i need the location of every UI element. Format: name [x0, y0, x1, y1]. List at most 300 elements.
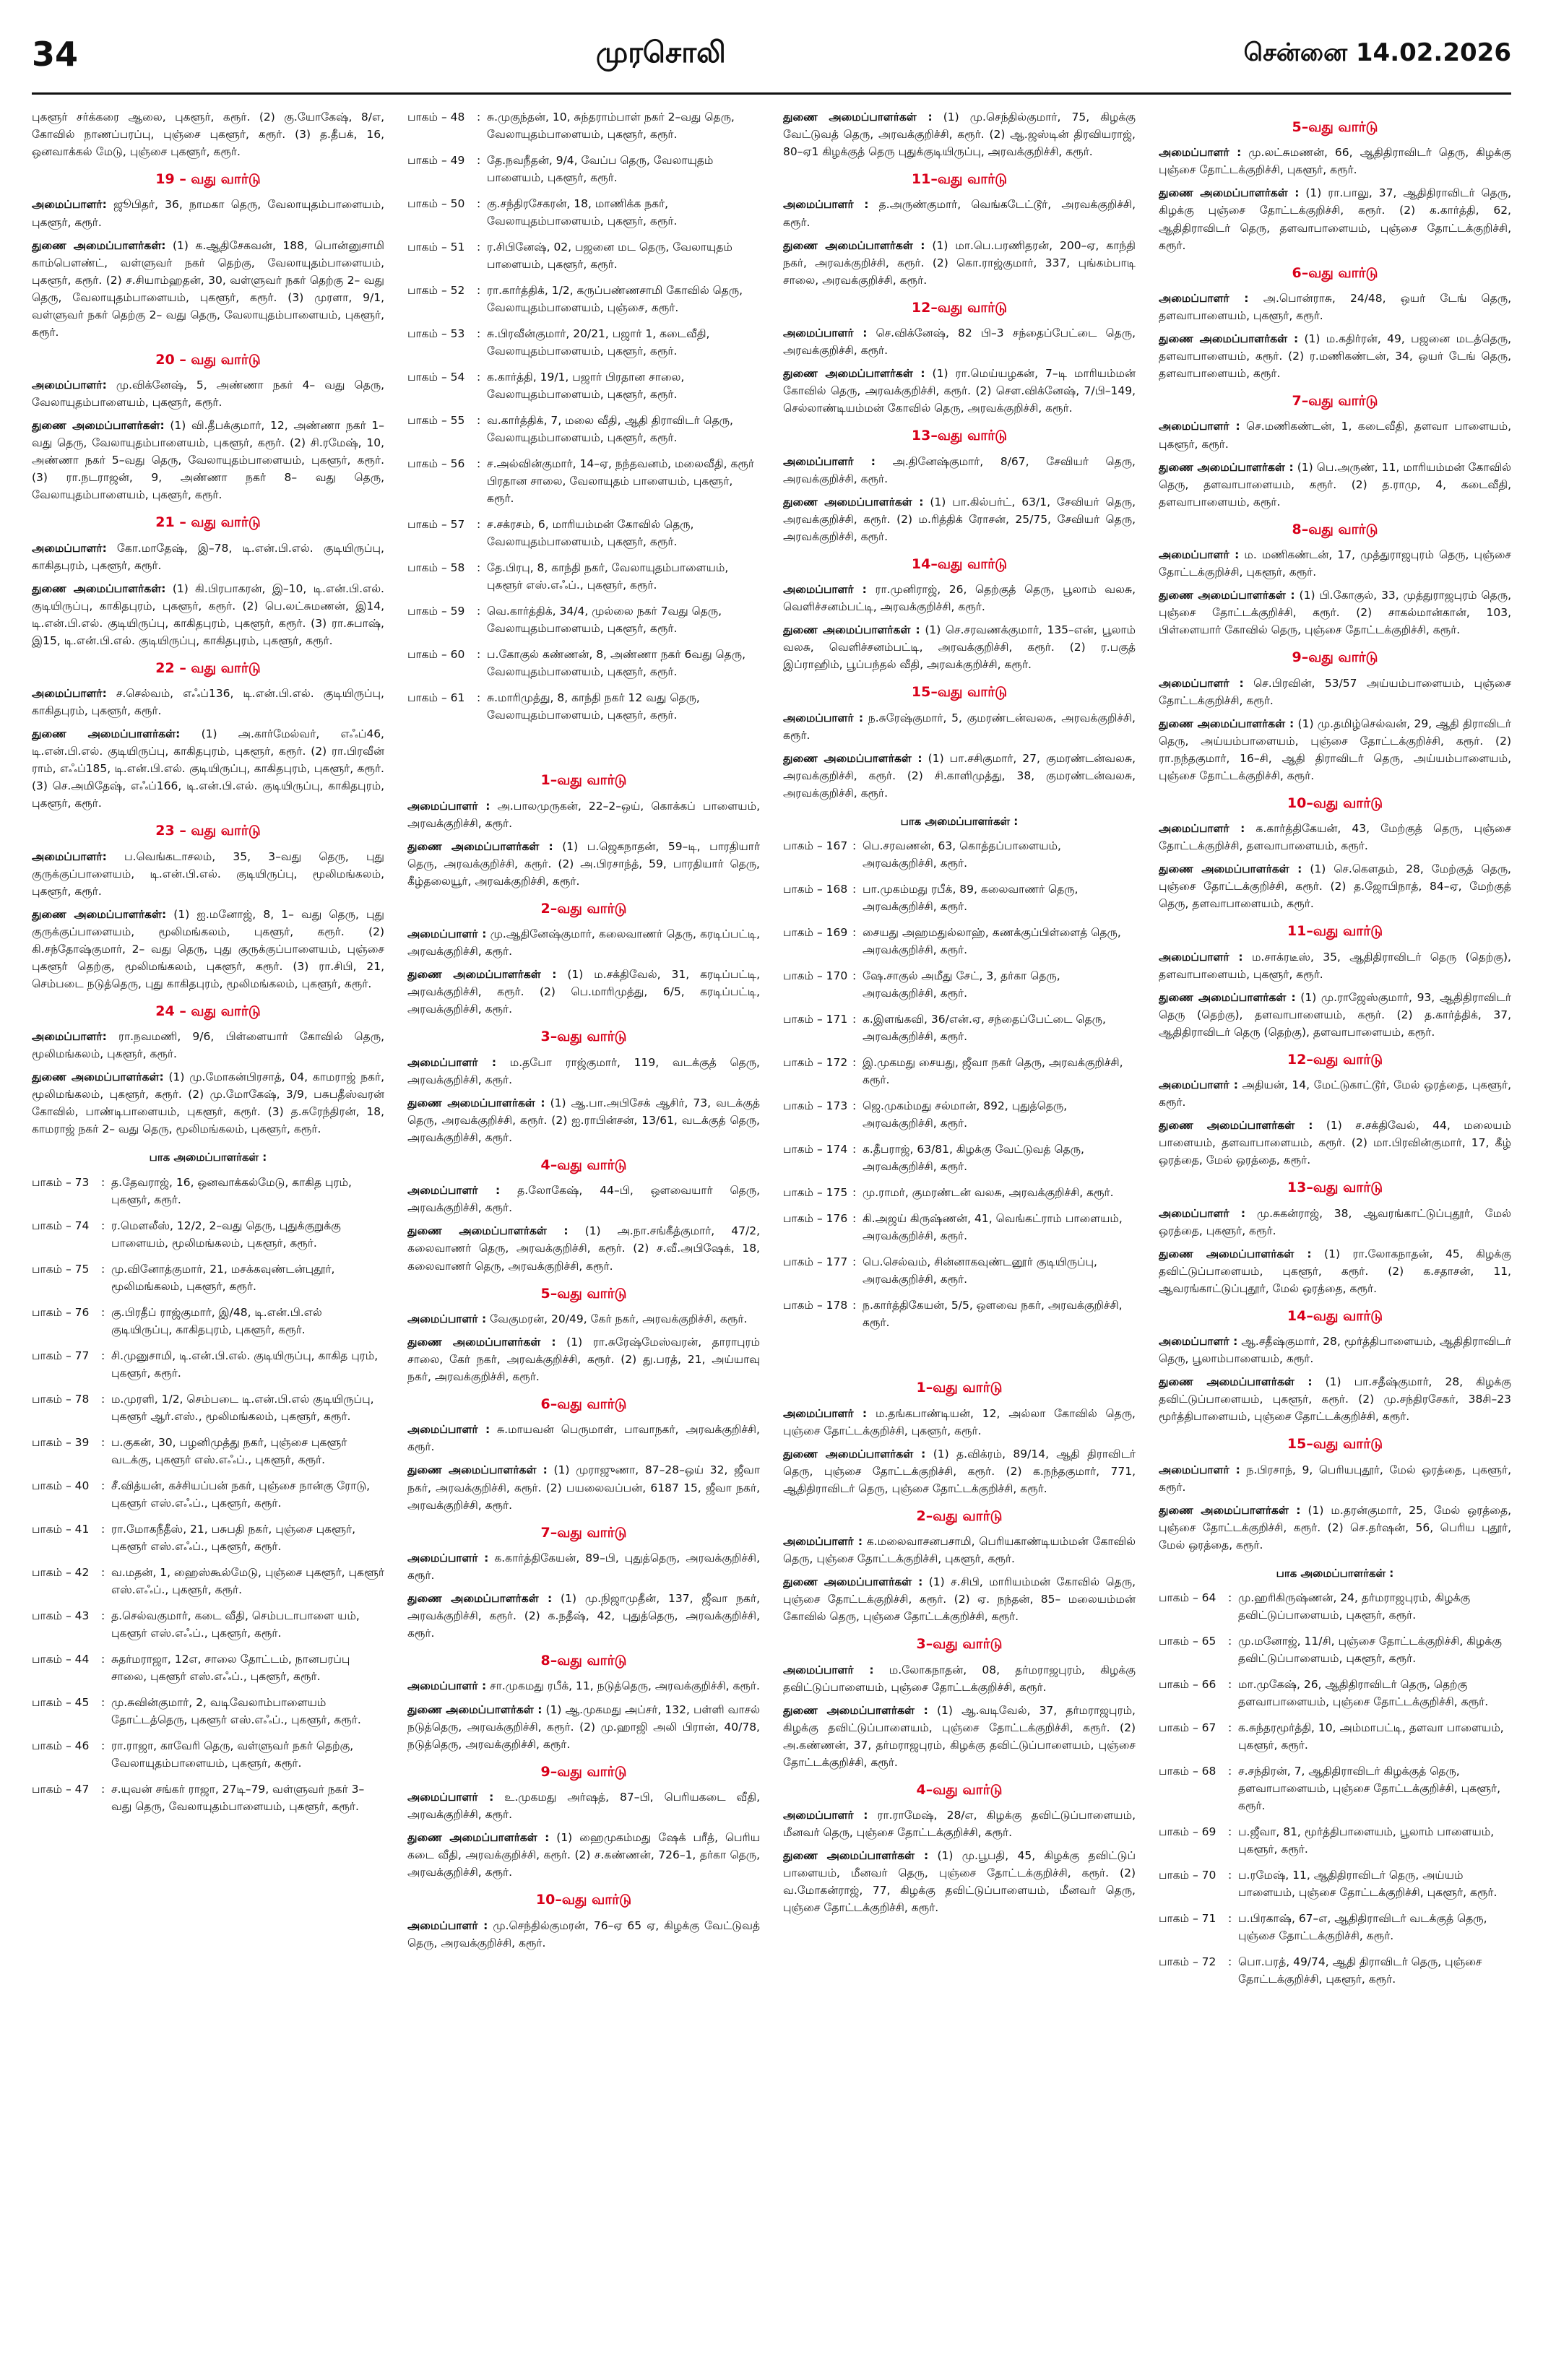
- role-label: அமைப்பாளர் :: [783, 454, 876, 468]
- dateline: சென்னை 14.02.2026: [1243, 38, 1511, 67]
- booth-entry: [1159, 1632, 1511, 1667]
- role-label: துணை அமைப்பாளர்கள்:: [32, 238, 166, 252]
- booth-number: பாகம் – 170: [783, 969, 848, 982]
- booth-separator: :: [101, 1565, 105, 1579]
- booth-organiser-details: க.இளங்கவி, 36/என்.ஏ, சந்தைப்பேட்டை தெரு, அரவக்குறிச்சி, கரூர்.: [863, 1013, 1106, 1044]
- organiser-details: ந.சுரேஷ்குமார், 5, குமரண்டன்வலசு, அரவக்குறிச்சி, கரூர்.: [783, 711, 1136, 742]
- role-label: அமைப்பாளர்:: [32, 849, 107, 863]
- booth-number: பாகம் – 42: [32, 1565, 90, 1579]
- booth-organiser-details: த.செல்வகுமார், கடை வீதி, செம்படாபாளை யம், புகளூர் எஸ்.எஃப்., புகளூர், கரூர்.: [111, 1609, 360, 1640]
- ward-heading: 23 – வது வார்டு: [155, 823, 261, 839]
- booth-separator: :: [852, 1099, 857, 1113]
- organiser-details: ஜூபிதர், 36, நாமகா தெரு, வேலாயுதம்பாளையம், புகளூர், கரூர்.: [32, 198, 384, 229]
- organiser-paragraph: [1159, 1205, 1511, 1239]
- booth-number: பாகம் – 49: [407, 154, 465, 168]
- booth-organiser-details: பா.முகம்மது ரபீக், 89, கலைவாணர் தெரு, அரவக்குறிச்சி, கரூர்.: [863, 882, 1079, 913]
- booth-number: பாகம் – 43: [32, 1609, 90, 1622]
- booth-separator: :: [1228, 1634, 1232, 1648]
- organiser-details: (1) ஹைமுகம்மது ஷேக் பரீத், பெரிய கடை வீதி, அரவக்குறிச்சி, கரூர். (2) ச.கண்ணன், 726–1, தர்கா தெரு, அரவக்குறிச்சி, கரூர்.: [407, 1831, 760, 1879]
- role-label: அமைப்பாளர் :: [407, 1184, 501, 1198]
- role-label: துணை அமைப்பாளர்கள் :: [783, 623, 920, 637]
- role-label: துணை அமைப்பாளர்கள்:: [32, 727, 181, 741]
- organiser-paragraph: [783, 453, 1136, 488]
- role-label: அமைப்பாளர் :: [1159, 146, 1242, 160]
- ward-heading: 11–வது வார்டு: [911, 171, 1008, 188]
- booth-number: பாகம் – 77: [32, 1349, 90, 1362]
- ward-heading: 22 – வது வார்டு: [155, 659, 261, 676]
- organiser-details: செ.விக்னேஷ், 82 பி–3 சந்தைப்பேட்டை தெரு, அரவக்குறிச்சி, கரூர்.: [783, 326, 1136, 358]
- role-label: அமைப்பாளர் :: [1159, 1335, 1238, 1349]
- organiser-details: வேகுமரன், 20/49, கேர் நகர், அரவக்குறிச்சி, கரூர்.: [486, 1312, 748, 1325]
- organiser-details: (1) அ.நா.சங்கீத்குமார், 47/2, கலைவாணர் தெரு, அரவக்குறிச்சி, கரூர். (2) ச.வீ.அபிஷேக், 18, கலைவாணர் தெரு, அரவக்குறிச்சி, கரூர்.: [407, 1224, 760, 1273]
- organiser-paragraph: [783, 1702, 1136, 1771]
- role-label: துணை அமைப்பாளர்கள் :: [1159, 1119, 1313, 1133]
- role-label: அமைப்பாளர் :: [783, 326, 868, 339]
- booth-separator: :: [852, 1143, 857, 1156]
- booth-entry: [407, 559, 760, 594]
- organiser-details: அதியன், 14, மேட்டுகாட்டூர், மேல் ஒரத்தை, புகளூர், கரூர்.: [1159, 1078, 1511, 1109]
- role-label: துணை அமைப்பாளர்கள் :: [783, 1849, 929, 1863]
- role-label: துணை அமைப்பாளர்கள் :: [783, 495, 924, 509]
- organiser-details: (1) ப.ஜெகநாதன், 59–டி, பாரதியார் தெரு, அரவக்குறிச்சி, கரூர். (2) அ.பிரசாந்த், 59, பாரதியார் தெரு, கீழ்தலையூர், அரவக்குறிச்சி, கரூர்.: [407, 839, 760, 888]
- booth-entry: [1159, 1762, 1511, 1814]
- booth-entry: [32, 1434, 384, 1468]
- booth-entry: [407, 152, 760, 186]
- booth-number: பாகம் – 74: [32, 1219, 90, 1232]
- booth-organiser-details: ஜெ.முகம்மது சல்மான், 892, புதுத்தெரு, அரவக்குறிச்சி, கரூர்.: [863, 1099, 1068, 1130]
- column-4: [1159, 108, 1511, 2337]
- organiser-details: ந.பிரசாந், 9, பெரியபுதூர், மேல் ஒரத்தை, புகளூர், கரூர்.: [1159, 1463, 1511, 1494]
- organiser-paragraph: [407, 1829, 760, 1881]
- organiser-paragraph: [1159, 459, 1511, 511]
- booth-entry: [783, 1184, 1136, 1201]
- organiser-paragraph: [32, 376, 384, 411]
- booth-number: பாகம் – 172: [783, 1056, 848, 1070]
- organiser-paragraph: [1159, 144, 1511, 178]
- organiser-paragraph: [407, 925, 760, 960]
- booth-number: பாகம் – 52: [407, 284, 465, 298]
- role-label: துணை அமைப்பாளர்கள் :: [783, 1447, 926, 1461]
- booth-organiser-details: ரா.ராஜா, காவேரி தெரு, வள்ளுவர் நகர் தெற்கு, வேலாயுதம்பாளையம், புகளூர், கரூர்.: [111, 1739, 354, 1770]
- ward-heading: 12–வது வார்டு: [1287, 1051, 1383, 1068]
- booth-entry: [783, 880, 1136, 915]
- booth-number: பாகம் – 56: [407, 457, 465, 471]
- booth-separator: :: [852, 882, 857, 896]
- organiser-paragraph: [783, 1405, 1136, 1440]
- organiser-details: (1) பா.சசிகுமார், 27, குமரண்டன்வலசு, அரவக்குறிச்சி, கரூர். (2) சி.காளிமுத்து, 38, குமரண்டன்வலசு, அரவக்குறிச்சி, கரூர்.: [783, 751, 1136, 800]
- booth-entry: [407, 368, 760, 403]
- booth-entry: [407, 455, 760, 507]
- booth-organiser-details: மு.ஹரிகிருஷ்ணன், 24, தர்மராஜபுரம், கிழக்கு தவிட்டுப்பாளையம், புகளூர், கரூர்.: [1238, 1591, 1471, 1622]
- booth-number: பாகம் – 78: [32, 1392, 90, 1406]
- role-label: அமைப்பாளர்:: [32, 687, 107, 701]
- booth-separator: :: [101, 1652, 105, 1666]
- role-label: அமைப்பாளர் :: [1159, 291, 1249, 305]
- organiser-details: (1) மு.மோகன்பிரசாத், 04, காமராஜ் நகர், மூலிமங்கலம், புகளூர், கரூர். (2) மு.மோகேஷ், 3/9, பசுபதீஸ்வரன் கோவில், பாண்டிபாளையம், புகளூர், கரூர். (3) த.சுரேந்திரன், 18, காமராஜ் நகர் 2– வது தெரு, மூலிமங்கலம், புகளூர், கரூர்.: [32, 1070, 384, 1136]
- organiser-paragraph: [32, 417, 384, 503]
- ward-heading: 20 – வது வார்டு: [155, 351, 261, 368]
- organiser-details: க.கார்த்திகேயன், 89–பி, புதுத்தெரு, அரவக்குறிச்சி, கரூர்.: [407, 1551, 760, 1582]
- organiser-paragraph: [407, 1701, 760, 1753]
- booth-entry: [783, 1141, 1136, 1175]
- role-label: அமைப்பாளர் :: [783, 1809, 868, 1822]
- booth-organiser-details: ஷே.சாகுல் அமீது சேட், 3, தர்கா தெரு, அரவக்குறிச்சி, கரூர்.: [863, 969, 1060, 1000]
- organiser-details: (1) ரா.மெய்யழகன், 7–டி மாரியம்மன் கோவில் தெரு, அரவக்குறிச்சி, கரூர். (2) சௌ.விக்னேஷ், 7/பி–149, செல்லாண்டியம்மன் கோவில் தெரு, அரவக்குறிச்சி, கரூர்.: [783, 367, 1136, 415]
- role-label: துணை அமைப்பாளர்கள் :: [1159, 332, 1299, 345]
- organiser-paragraph: [32, 540, 384, 574]
- booth-separator: :: [101, 1392, 105, 1406]
- booth-number: பாகம் – 178: [783, 1299, 848, 1312]
- booth-organisers-heading: பாக அமைப்பாளர்கள் :: [149, 1151, 267, 1164]
- organiser-details: (1) ச.சக்திவேல், 44, மலையம் பாளையம், தளவாபாளையம், கரூர். (2) மா.பிரவின்குமார், 17, கீழ் ஒரத்தை, மேல் ஒரத்தை, கரூர்.: [1159, 1119, 1511, 1167]
- booth-number: பாகம் – 39: [32, 1435, 90, 1449]
- role-label: அமைப்பாளர் :: [407, 1679, 487, 1693]
- booth-entry: [1159, 1866, 1511, 1901]
- booth-separator: :: [477, 327, 481, 341]
- booth-separator: :: [477, 414, 481, 428]
- booth-entry: [32, 1650, 384, 1685]
- ward-heading: 13–வது வார்டு: [1287, 1180, 1383, 1196]
- organiser-details: (1) கி.பிரபாகரன், இ–10, டி.என்.பி.எல். குடியிருப்பு, காகிதபுரம், புகளூர், கரூர். (2) பெ.லட்சுமணன், இ14, டி.என்.பி.எல். குடியிருப்பு, காகிதபுரம், புகளூர், கரூர். (3) ரா.சுபாஷ், இ15, டி.என்.பி.எல். குடியிருப்பு, காகிதபுரம், புகளூர், கரூர்.: [32, 581, 384, 647]
- organiser-paragraph: [783, 581, 1136, 615]
- organiser-details: கோ.மாதேஷ், இ–78, டி.என்.பி.எல். குடியிருப்பு, காகிதபுரம், புகளூர், கரூர்.: [32, 541, 384, 572]
- booth-number: பாகம் – 72: [1159, 1955, 1216, 1969]
- booth-separator: :: [1228, 1825, 1232, 1839]
- booth-entry: [783, 1297, 1136, 1331]
- ward-heading: 10–வது வார்டு: [535, 1892, 632, 1908]
- booth-separator: :: [101, 1175, 105, 1189]
- organiser-paragraph: [32, 685, 384, 719]
- booth-number: பாகம் – 50: [407, 197, 465, 211]
- ward-heading: 21 – வது வார்டு: [155, 514, 261, 531]
- ward-heading: 2–வது வார்டு: [540, 900, 627, 917]
- role-label: துணை அமைப்பாளர்கள் :: [1159, 460, 1294, 474]
- booth-organiser-details: சையது அஹமதுல்லாஹ், கணக்குப்பிள்ளைத் தெரு, அரவக்குறிச்சி, கரூர்.: [863, 925, 1121, 956]
- role-label: அமைப்பாளர் :: [407, 1790, 494, 1804]
- booth-entry: [32, 1780, 384, 1815]
- organiser-details: க.மலைவாசனபசாமி, பெரியகாண்டியம்மன் கோவில் தெரு, புஞ்சை தோட்டக்குறிச்சி, புகளூர், கரூர்.: [783, 1535, 1136, 1566]
- booth-entry: [407, 516, 760, 550]
- booth-separator: :: [852, 969, 857, 982]
- role-label: அமைப்பாளர் :: [1159, 950, 1243, 964]
- booth-organiser-details: ப.கோகுல் கண்ணன், 8, அண்ணா நகர் 6வது தெரு, வேலாயுதம்பாளையம், புகளூர், கரூர்.: [487, 648, 746, 679]
- booth-number: பாகம் – 71: [1159, 1912, 1216, 1926]
- ward-heading: 14–வது வார்டு: [1287, 1307, 1383, 1324]
- booth-organiser-details: சு.முகுந்தன், 10, சுந்தராம்பாள் நகர் 2–வது தெரு, வேலாயுதம்பாளையம், புகளூர், கரூர்.: [487, 111, 735, 142]
- role-label: துணை அமைப்பாளர்கள் :: [1159, 990, 1296, 1004]
- role-label: அமைப்பாளர் :: [1159, 1463, 1240, 1476]
- organiser-details: (1) செ.சரவணக்குமார், 135–என், பூலாம் வலசு, வெளிச்சனம்பட்டி, அரவக்குறிச்சி, கரூர். (2) ர.பகுத் இப்ராஹிம், பூப்பந்தல் வீதி, அரவக்குறிச்சி, கரூர்.: [783, 623, 1136, 672]
- ward-heading: 1–வது வார்டு: [540, 772, 627, 789]
- booth-separator: :: [101, 1739, 105, 1752]
- organiser-details: (1) த.விக்ரம், 89/14, ஆதி திராவிடர் தெரு, புஞ்சை தோட்டக்குறிச்சி, கரூர். (2) க.நந்தகுமார், 771, ஆதிதிராவிடர் தெரு, புஞ்சை தோட்டக்குறிச்சி, கரூர்.: [783, 1447, 1136, 1495]
- organiser-paragraph: [783, 1806, 1136, 1841]
- organiser-details: ம.தங்கபாண்டியன், 12, அல்லா கோவில் தெரு, புஞ்சை தோட்டக்குறிச்சி, புகளூர், கரூர்.: [783, 1406, 1136, 1437]
- booth-organisers-heading: பாக அமைப்பாளர்கள் :: [1276, 1566, 1394, 1580]
- organiser-details: (1) பா.கில்பர்ட், 63/1, சேவியர் தெரு, அரவக்குறிச்சி, கரூர். (2) ம.ரித்திக் ரோசன், 25/75, சேவியர் தெரு, அரவக்குறிச்சி, கரூர்.: [783, 495, 1136, 543]
- booth-organiser-details: ந.கார்த்திகேயன், 5/5, ஒளவை நகர், அரவக்குறிச்சி, கரூர்.: [863, 1299, 1123, 1330]
- organiser-paragraph: [1159, 860, 1511, 912]
- booth-separator: :: [1228, 1591, 1232, 1604]
- booth-organiser-details: கி.அஜய் கிருஷ்ணன், 41, வெங்கட்ராம் பாளையம், அரவக்குறிச்சி, கரூர்.: [863, 1212, 1123, 1243]
- booth-entry: [783, 1054, 1136, 1089]
- organiser-paragraph: [1159, 1373, 1511, 1425]
- booth-number: பாகம் – 47: [32, 1783, 90, 1796]
- ward-heading: 4–வது வார்டு: [916, 1781, 1003, 1798]
- role-label: அமைப்பாளர் :: [1159, 548, 1240, 561]
- organiser-paragraph: [407, 1222, 760, 1274]
- role-label: அமைப்பாளர் :: [783, 711, 864, 724]
- organiser-details: (1) க.ஆதிசேகவன், 188, பொன்னுசாமி காம்பௌண்ட், வள்ளுவர் நகர் தெற்கு, வேலாயுதம்பாளையம், புகளூர், கரூர். (2) ச.சியாம்ஹதன், 30, வள்ளுவர் நகர் தெற்கு 2– வது தெரு, வேலாயுதம்பாளையம், புகளூர், கரூர். (3) முரளா, 9/1, வள்ளுவர் நகர் தெற்கு 2– வது தெரு, வேலாயுதம்பாளையம், புகளூர், கரூர்.: [32, 238, 384, 339]
- organiser-paragraph: [407, 1590, 760, 1642]
- ward-heading: 9–வது வார்டு: [540, 1763, 627, 1780]
- booth-entry: [1159, 1823, 1511, 1858]
- booth-separator: :: [852, 1186, 857, 1200]
- organiser-details: (1) மு.ராஜேஸ்குமார், 93, ஆதிதிராவிடர் தெரு (தெற்கு), தளவாபாளையம், கரூர். (2) த.கார்த்திக், 37, ஆதிதிராவிடர் தெரு (தெற்கு), தளவாபாளையம், கரூர்.: [1159, 990, 1511, 1039]
- booth-entry: [783, 924, 1136, 959]
- organiser-paragraph: [1159, 715, 1511, 784]
- booth-separator: :: [852, 1056, 857, 1070]
- booth-entry: [32, 1304, 384, 1338]
- booth-organiser-details: சி.முனுசாமி, டி.என்.பி.எல். குடியிருப்பு, காகித புரம், புகளூர், கரூர்.: [111, 1349, 379, 1380]
- organiser-paragraph: [407, 838, 760, 890]
- organiser-paragraph: [407, 966, 760, 1018]
- booth-organiser-details: மு.ராமர், குமரண்டன் வலசு, அரவக்குறிச்சி, கரூர்.: [863, 1186, 1114, 1200]
- organiser-paragraph: [1159, 330, 1511, 382]
- role-label: துணை அமைப்பாளர்கள் :: [1159, 589, 1295, 602]
- role-label: அமைப்பாளர் :: [1159, 676, 1244, 690]
- organiser-paragraph: [32, 725, 384, 812]
- organiser-paragraph: [32, 196, 384, 230]
- booth-entry: [32, 1694, 384, 1728]
- role-label: அமைப்பாளர்:: [32, 378, 107, 392]
- booth-number: பாகம் – 68: [1159, 1765, 1216, 1778]
- organiser-paragraph: [1159, 546, 1511, 581]
- booth-number: பாகம் – 70: [1159, 1869, 1216, 1882]
- booth-number: பாகம் – 75: [32, 1262, 90, 1276]
- booth-number: பாகம் – 76: [32, 1305, 90, 1319]
- booth-entry: [783, 967, 1136, 1002]
- booth-number: பாகம் – 48: [407, 111, 465, 124]
- column-3: [783, 108, 1136, 2337]
- organiser-paragraph: [783, 1533, 1136, 1567]
- booth-entry: [407, 282, 760, 316]
- booth-number: பாகம் – 66: [1159, 1678, 1216, 1692]
- booth-separator: :: [477, 284, 481, 298]
- organiser-paragraph: [783, 1847, 1136, 1916]
- booth-separator: :: [101, 1522, 105, 1536]
- booth-entry: [1159, 1589, 1511, 1624]
- role-label: துணை அமைப்பாளர்கள் :: [407, 968, 557, 982]
- role-label: துணை அமைப்பாளர்கள்:: [32, 581, 166, 595]
- booth-separator: :: [1228, 1955, 1232, 1969]
- organiser-paragraph: [1159, 1245, 1511, 1297]
- organiser-paragraph: [1159, 290, 1511, 324]
- role-label: துணை அமைப்பாளர்கள் :: [783, 1703, 928, 1717]
- booth-organiser-details: கு.சந்திரசேகரன், 18, மாணிக்க நகர், வேலாயுதம்பாளையம், புகளூர், கரூர்.: [487, 197, 678, 228]
- booth-number: பாகம் – 175: [783, 1186, 848, 1200]
- ward-heading: 13–வது வார்டு: [911, 428, 1008, 444]
- booth-number: பாகம் – 54: [407, 371, 465, 384]
- booth-number: பாகம் – 51: [407, 241, 465, 254]
- organiser-paragraph: [32, 1068, 384, 1138]
- ward-heading: 4–வது வார்டு: [540, 1157, 627, 1173]
- ward-heading: 8–வது வார்டு: [1292, 521, 1378, 537]
- booth-separator: :: [477, 197, 481, 211]
- booth-organiser-details: வ.கார்த்திக், 7, மலை வீதி, ஆதி திராவிடர் தெரு, வேலாயுதம்பாளையம், புகளூர், கரூர்.: [487, 414, 733, 445]
- organiser-paragraph: [1159, 1333, 1511, 1367]
- booth-number: பாகம் – 58: [407, 561, 465, 575]
- organiser-details: ஆ.சதீஷ்குமார், 28, மூர்த்திபாளையம், ஆதிதிராவிடர் தெரு, பூலாம்பாளையம், கரூர்.: [1159, 1335, 1511, 1366]
- booth-number: பாகம் – 44: [32, 1652, 90, 1666]
- role-label: அமைப்பாளர் :: [1159, 1206, 1246, 1220]
- organiser-paragraph: [407, 1333, 760, 1385]
- booth-entry: [32, 1260, 384, 1295]
- booth-organiser-details: மு.சுவின்குமார், 2, வடிவேலாம்பாளையம் தோட்டத்தெரு, புகளூர் எஸ்.எஃப்., புகளூர், கரூர்.: [111, 1695, 361, 1726]
- role-label: துணை அமைப்பாளர்கள்:: [32, 419, 165, 433]
- organiser-details: ரா.நவமணி, 9/6, பிள்ளையார் கோவில் தெரு, மூலிமங்கலம், புகளூர், கரூர்.: [32, 1030, 384, 1061]
- booth-number: பாகம் – 176: [783, 1212, 848, 1226]
- booth-separator: :: [477, 605, 481, 618]
- booth-entry: [32, 1174, 384, 1208]
- column-2: [407, 108, 760, 2337]
- booth-entry: [1159, 1953, 1511, 1988]
- booth-entry: [1159, 1676, 1511, 1710]
- role-label: அமைப்பாளர் :: [407, 1918, 488, 1932]
- booth-entry: [32, 1217, 384, 1252]
- organiser-details: (1) ம.சக்திவேல், 31, கரடிப்பட்டி, அரவக்குறிச்சி, கரூர். (2) பெ.மாரிமுத்து, 6/5, கரடிப்பட்டி, அரவக்குறிச்சி, கரூர்.: [407, 968, 760, 1016]
- role-label: அமைப்பாளர்:: [32, 541, 107, 555]
- booth-entry: [783, 1011, 1136, 1045]
- organiser-details: மு.ஆதினேஷ்குமார், கலைவாணர் தெரு, கரடிப்பட்டி, அரவக்குறிச்சி, கரூர்.: [407, 927, 760, 959]
- role-label: அமைப்பாளர் :: [407, 1312, 487, 1325]
- role-label: அமைப்பாளர்:: [32, 1030, 107, 1044]
- booth-separator: :: [477, 561, 481, 575]
- role-label: அமைப்பாளர் :: [407, 927, 487, 941]
- booth-number: பாகம் – 59: [407, 605, 465, 618]
- booth-organiser-details: ர.மௌலீஸ், 12/2, 2–வது தெரு, புதுக்குறுக்கு பாளையம், மூலிமங்கலம், புகளூர், கரூர்.: [111, 1219, 341, 1250]
- organiser-paragraph: [783, 237, 1136, 289]
- organiser-paragraph: [1159, 1076, 1511, 1111]
- organiser-details: (1) பி.கோகுல், 33, முத்துராஜபுரம் தெரு, புஞ்சை தோட்டக்குறிச்சி, கரூர். (2) சாகல்மான்கான், 103, பிள்ளையார் கோவில் தெரு, புஞ்சை தோட்டக்குறிச்சி, கரூர்.: [1159, 589, 1511, 637]
- organiser-details: மு.சுகன்ராஜ், 38, ஆவரங்காட்டுப்புதூர், மேல் ஒரத்தை, புகளூர், கரூர்.: [1159, 1206, 1511, 1237]
- booth-organiser-details: சீ.வித்யன், கச்சியப்பன் நகர், புஞ்சை நான்கு ரோடு, புகளூர் எஸ்.எஃப்., புகளூர், கரூர்.: [111, 1479, 371, 1510]
- role-label: துணை அமைப்பாளர்கள் :: [783, 367, 925, 381]
- booth-organiser-details: ப.குகன், 30, பழனிமுத்து நகர், புஞ்சை புகளூர் வடக்கு, புகளூர் எஸ்.எஃப்., புகளூர், கரூர்.: [111, 1435, 347, 1466]
- role-label: துணை அமைப்பாளர்கள் :: [783, 238, 925, 252]
- masthead: [32, 29, 1511, 79]
- booth-organiser-details: த.தேவராஜ், 16, ஒனவாக்கல்மேடு, காகித புரம், புகளூர், கரூர்.: [111, 1175, 352, 1206]
- booth-entry: [407, 195, 760, 230]
- ward-heading: 11–வது வார்டு: [1287, 923, 1383, 940]
- organiser-details: ரா.முனிராஜ், 26, தெற்குத் தெரு, பூலாம் வலசு, வெளிச்சனம்பட்டி, அரவக்குறிச்சி, கரூர்.: [783, 583, 1136, 614]
- booth-organiser-details: பெ.சரவணன், 63, கொத்தப்பாளையம், அரவக்குறிச்சி, கரூர்.: [863, 839, 1061, 870]
- booth-entry: [32, 1347, 384, 1382]
- booth-separator: :: [101, 1262, 105, 1276]
- ward-heading: 14–வது வார்டு: [911, 555, 1008, 572]
- role-label: துணை அமைப்பாளர்கள் :: [783, 1575, 923, 1589]
- booth-organiser-details: இ.முகமது சையது, ஜீவா நகர் தெரு, அரவக்குறிச்சி, கரூர்.: [863, 1056, 1123, 1087]
- booth-organiser-details: ப.பிரகாஷ், 67–எ, ஆதிதிராவிடர் வடக்குத் தெரு, புஞ்சை தோட்டக்குறிச்சி, கரூர்.: [1238, 1912, 1487, 1943]
- ward-heading: 24 – வது வார்டு: [155, 1003, 261, 1019]
- ward-heading: 1–வது வார்டு: [916, 1380, 1003, 1396]
- booth-separator: :: [477, 111, 481, 124]
- organiser-details: (1) மு.பூபதி, 45, கிழக்கு தவிட்டுப் பாளையம், மீனவர் தெரு, புஞ்சை தோட்டக்குறிச்சி, கரூர். (2) வ.மோகன்ராஜ், 77, கிழக்கு தவிட்டுப்பாளையம், மீனவர் தெரு, புஞ்சை தோட்டக்குறிச்சி, கரூர்.: [783, 1849, 1136, 1915]
- booth-number: பாகம் – 169: [783, 925, 848, 939]
- booth-number: பாகம் – 61: [407, 691, 465, 705]
- booth-entry: [407, 689, 760, 724]
- organiser-paragraph: [407, 1310, 760, 1328]
- booth-organiser-details: பெ.செல்வம், சின்னாகவுண்டனூர் குடியிருப்பு, அரவக்குறிச்சி, கரூர்.: [863, 1255, 1097, 1286]
- role-label: துணை அமைப்பாளர்கள்:: [32, 1070, 164, 1084]
- role-label: அமைப்பாளர் :: [407, 799, 490, 813]
- organiser-details: அ.பாலமுருகன், 22–2–ஒய், கொக்கப் பாளையம், அரவக்குறிச்சி, கரூர்.: [407, 799, 760, 830]
- booth-entry: [407, 108, 760, 143]
- organiser-details: (1) ஆ.பா.அபிசேக் ஆசிர், 73, வடக்குத் தெரு, அரவக்குறிச்சி, கரூர். (2) ஐ.ராபின்சன், 13/61, வடக்குத் தெரு, அரவக்குறிச்சி, கரூர்.: [407, 1096, 760, 1144]
- booth-number: பாகம் – 60: [407, 648, 465, 662]
- organiser-paragraph: [783, 324, 1136, 359]
- organiser-details: உ.முகமது அர்ஷத், 87–பி, பெரியகடை வீதி, அரவக்குறிச்சி, கரூர்.: [407, 1790, 760, 1821]
- booth-number: பாகம் – 171: [783, 1013, 848, 1026]
- organiser-details: ப.வெங்கடாசலம், 35, 3–வது தெரு, புது குருக்குப்பாளையம், டி.என்.பி.எல். குடியிருப்பு, மூலிமங்கலம், புகளூர், கரூர்.: [32, 849, 384, 898]
- organiser-paragraph: [1159, 675, 1511, 709]
- booth-organiser-details: க.தீபராஜ், 63/81, கிழக்கு வேட்டுவத் தெரு, அரவக்குறிச்சி, கரூர்.: [863, 1143, 1084, 1174]
- page-number: 34: [32, 35, 79, 74]
- booth-entry: [32, 1737, 384, 1772]
- role-label: துணை அமைப்பாளர்கள் :: [407, 839, 553, 853]
- booth-separator: :: [477, 371, 481, 384]
- organiser-paragraph: [407, 1461, 760, 1513]
- role-label: அமைப்பாளர் :: [1159, 1078, 1238, 1092]
- booth-organisers-heading: பாக அமைப்பாளர்கள் :: [900, 814, 1019, 828]
- organiser-paragraph: [783, 108, 1136, 160]
- organiser-paragraph: [1159, 417, 1511, 452]
- booth-entry: [407, 602, 760, 637]
- organiser-paragraph: [783, 365, 1136, 417]
- organiser-details: மு.லட்சுமணன், 66, ஆதிதிராவிடர் தெரு, கிழக்கு புஞ்சை தோட்டக்குறிச்சி, புகளூர், கரூர்.: [1159, 146, 1511, 177]
- booth-organiser-details: சு.மாரிமுத்து, 8, காந்தி நகர் 12 வது தெரு, வேலாயுதம்பாளையம், புகளூர், கரூர்.: [487, 691, 700, 722]
- booth-organiser-details: தே.பிரபு, 8, காந்தி நகர், வேலாயுதம்பாளையம், புகளூர் எஸ்.எஃப்., புகளூர், கரூர்.: [487, 561, 729, 592]
- booth-number: பாகம் – 45: [32, 1695, 90, 1709]
- booth-number: பாகம் – 55: [407, 414, 465, 428]
- organiser-details: மு.செந்தில்குமரன், 76–ஏ 65 ஏ, கிழக்கு வேட்டுவத் தெரு, அரவக்குறிச்சி, கரூர்.: [407, 1918, 760, 1950]
- organiser-details: (1) மு.நிஜாமுதீன், 137, ஜீவா நகர், அரவக்குறிச்சி, கரூர். (2) க.நதீஷ், 42, புதுத்தெரு, அரவக்குறிச்சி, கரூர்.: [407, 1592, 760, 1640]
- booth-organiser-details: ப.ஜீவா, 81, மூர்த்திபாளையம், பூலாம் பாளையம், புகளூர், கரூர்.: [1238, 1825, 1495, 1856]
- organiser-details: (1) வி.தீபக்குமார், 12, அண்ணா நகர் 1–வது தெரு, வேலாயுதம்பாளையம், புகளூர், கரூர். (2) சி.ரமேஷ், 10, அண்ணா நகர் 5–வது தெரு, வேலாயுதம்பாளையம், புகளூர், கரூர். (3) ரா.நடராஜன், 9, அண்ணா நகர் 8– வது தெரு, வேலாயுதம்பாளையம், புகளூர், கரூர்.: [32, 419, 384, 502]
- booth-organiser-details: வெ.கார்த்திக், 34/4, முல்லை நகர் 7வது தெரு, வேலாயுதம்பாளையம், புகளூர், கரூர்.: [487, 605, 722, 636]
- organiser-paragraph: [1159, 989, 1511, 1041]
- booth-organiser-details: ரா.மோகநீதீஸ், 21, பசுபதி நகர், புஞ்சை புகளூர், புகளூர் எஸ்.எஃப்., புகளூர், கரூர்.: [111, 1522, 356, 1553]
- booth-separator: :: [1228, 1678, 1232, 1692]
- role-label: துணை அமைப்பாளர்கள் :: [1159, 186, 1300, 200]
- organiser-details: (1) ரா.சுரேஷ்மேஸ்வரன், தாராபுரம் சாலை, கேர் நகர், அரவக்குறிச்சி, கரூர். (2) து.பரத், 21, அய்யாவு நகர், அரவக்குறிச்சி, கரூர்.: [407, 1335, 760, 1383]
- booth-separator: :: [101, 1609, 105, 1622]
- booth-number: பாகம் – 57: [407, 518, 465, 532]
- booth-entry: [783, 837, 1136, 872]
- booth-separator: :: [1228, 1721, 1232, 1735]
- newspaper-name: முரசொலி: [595, 35, 726, 69]
- organiser-details: ம.சாக்ரடீஸ், 35, ஆதிதிராவிடர் தெரு (தெற்கு), தளவாபாளையம், புகளூர், கரூர்.: [1159, 950, 1511, 981]
- ward-heading: 7–வது வார்டு: [1292, 393, 1378, 410]
- ward-heading: 6–வது வார்டு: [1292, 264, 1378, 281]
- ward-heading: 3–வது வார்டு: [540, 1029, 627, 1045]
- booth-separator: :: [1228, 1765, 1232, 1778]
- ward-heading: 15–வது வார்டு: [1287, 1436, 1383, 1453]
- booth-organiser-details: கு.பிரதீப் ராஜ்குமார், இ/48, டி.என்.பி.எல் குடியிருப்பு, காகிதபுரம், புகளூர், கரூர்.: [111, 1305, 322, 1336]
- booth-number: பாகம் – 167: [783, 839, 848, 852]
- article-columns: [32, 108, 1511, 2337]
- role-label: துணை அமைப்பாளர்கள் :: [1159, 1247, 1312, 1260]
